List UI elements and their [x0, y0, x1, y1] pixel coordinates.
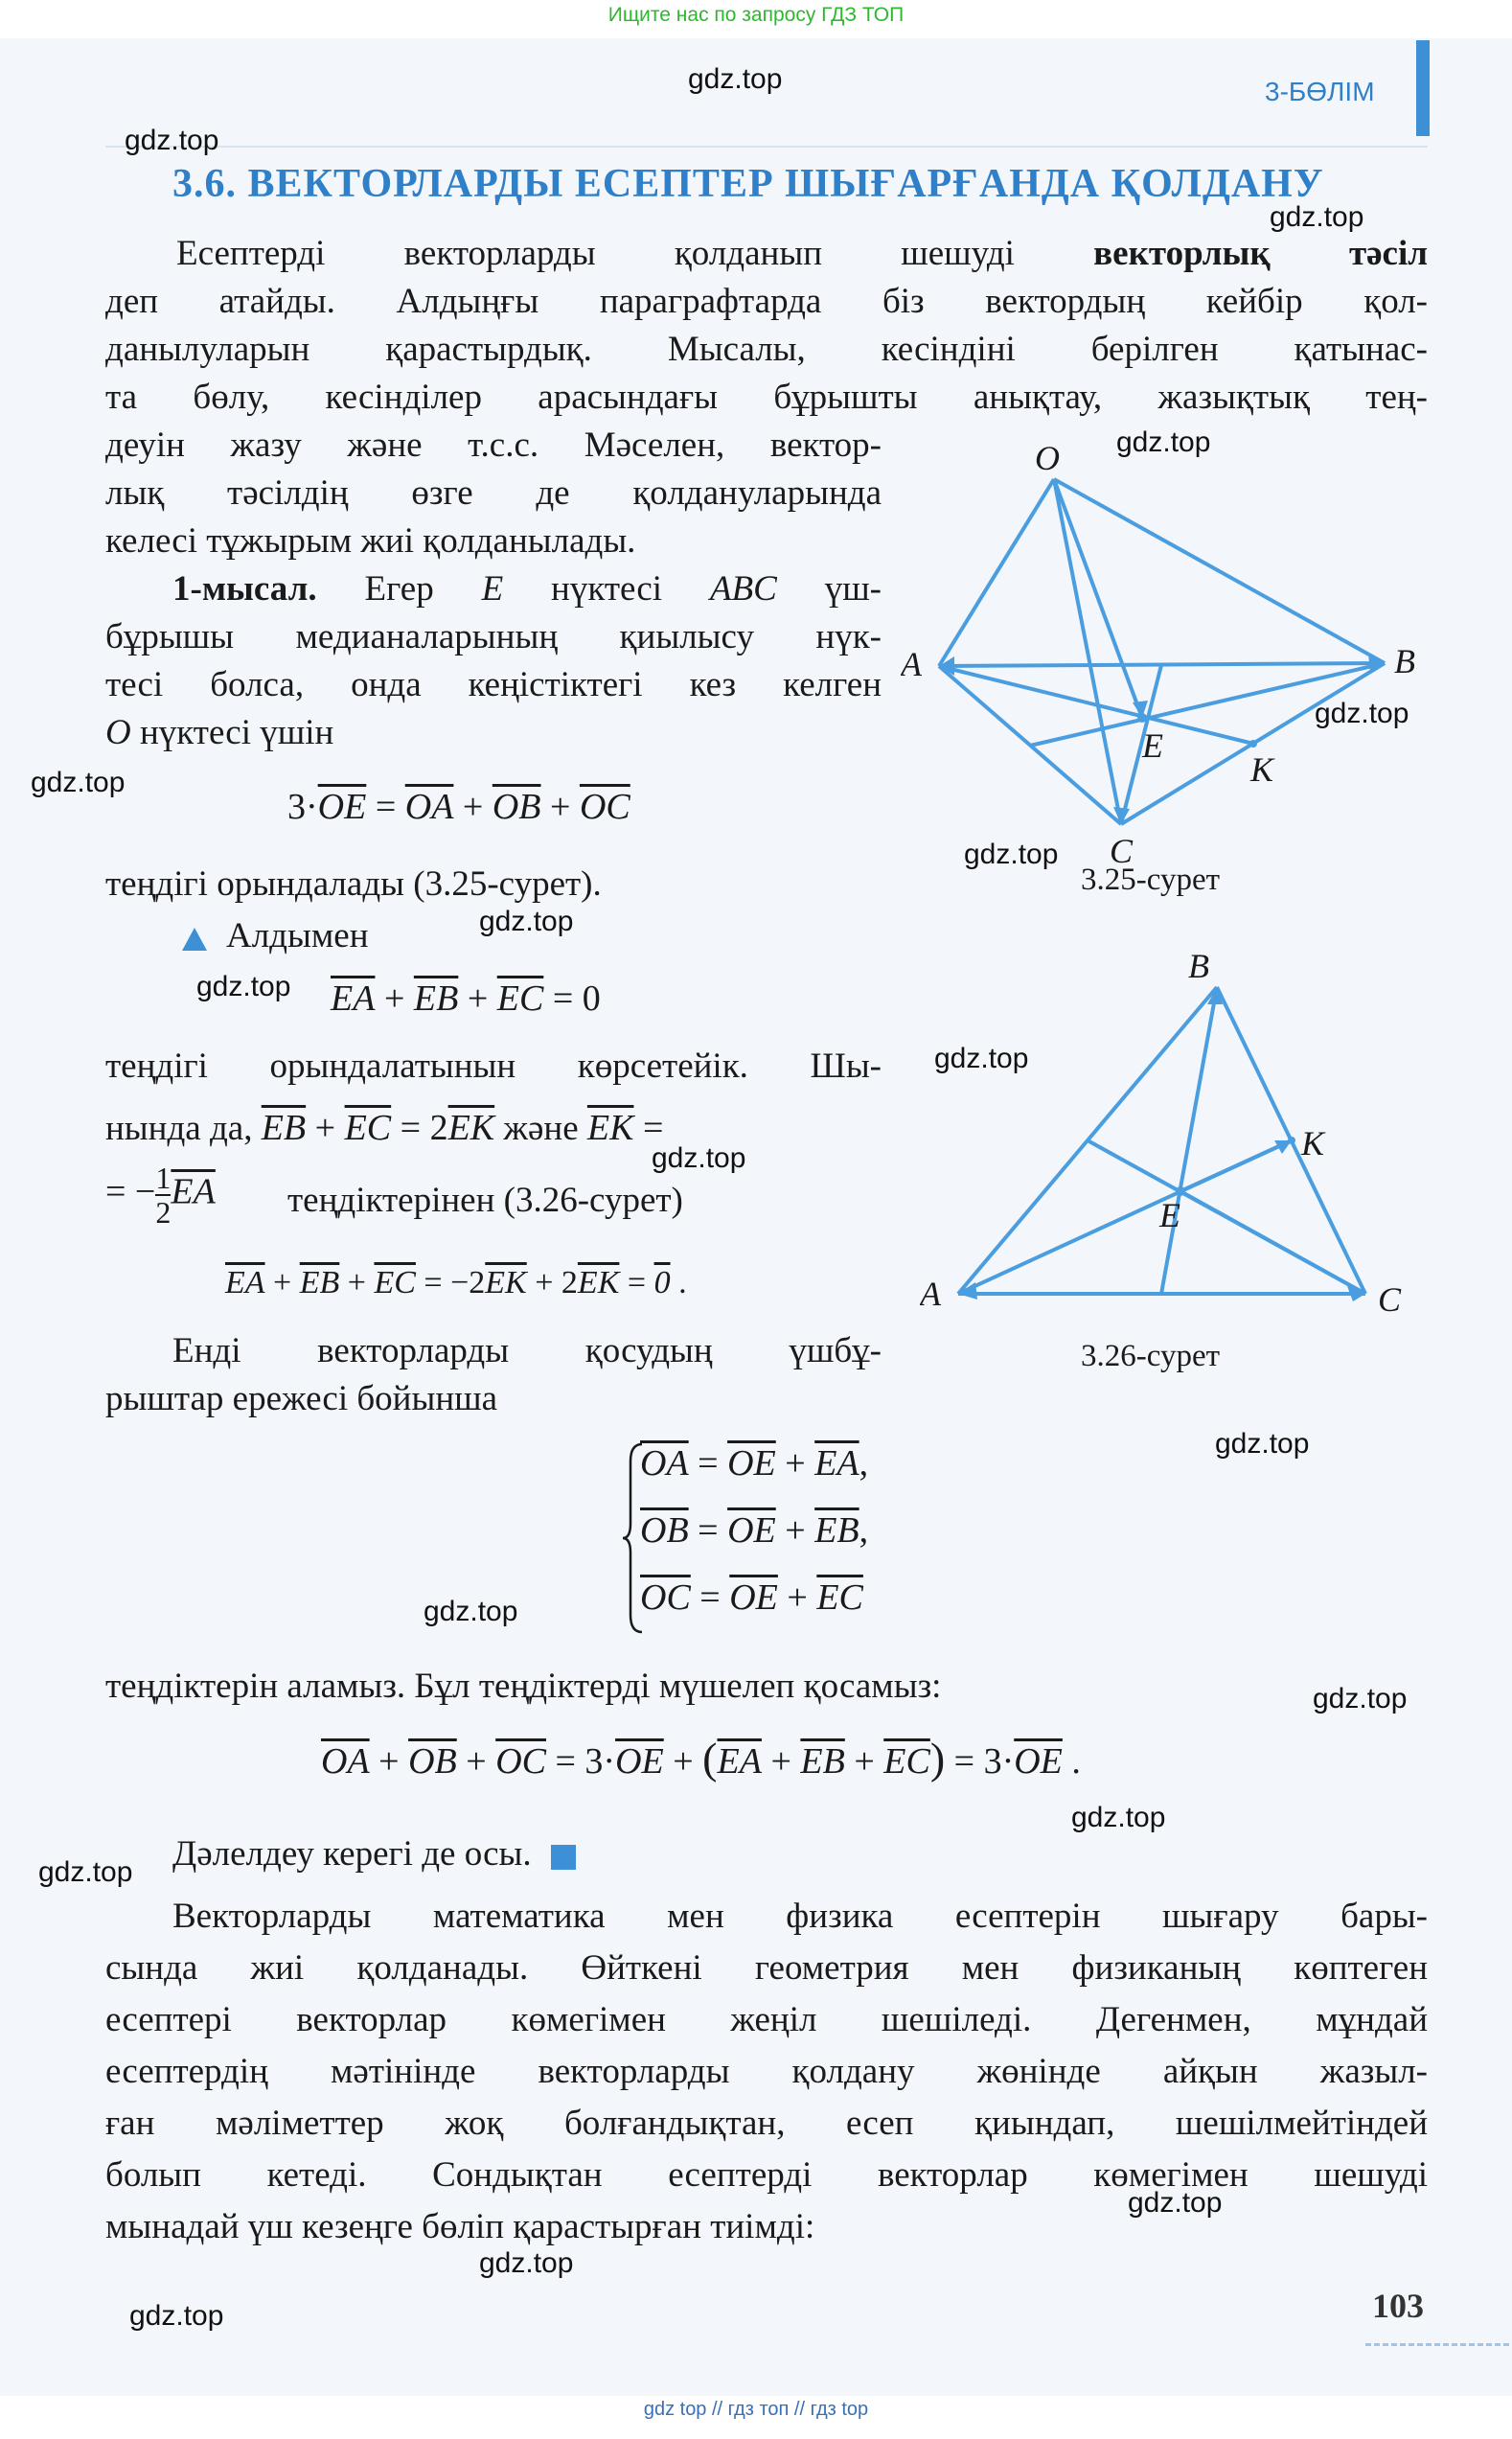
sum-zero-formula: $\overline{EA} + \overline{EB} + \overline{EC} = -2\overline{EK} + 2\overline{EK} = 0$ . — [225, 1265, 687, 1300]
watermark: gdz.top — [1313, 1683, 1408, 1714]
watermark: gdz.top — [1215, 1428, 1310, 1460]
closing-line-2: сында жиі қолданады. Өйткені геометрия мен физиканың көптеген — [105, 1948, 1428, 1988]
intro-text: Есептерді векторларды қолданып шешуді — [176, 234, 1094, 273]
fig1-label-a: A — [901, 645, 922, 683]
fig1-label-c: C — [1110, 832, 1134, 870]
closing-line-5: ған мәліметтер жоқ болғандықтан, есеп қиындап, шешілмейтіндей — [105, 2104, 1428, 2143]
example-line-2: бұрышы медианаларының қиылысу нүк- — [105, 617, 882, 656]
watermark: gdz.top — [31, 767, 126, 798]
intro-line-3: данылуларын қарастырдық. Мысалы, кесіндіні берілген қатынас- — [105, 330, 1428, 369]
fig1-label-e: E — [1142, 726, 1163, 765]
formula-holds-text: теңдігі орындалады (3.25-сурет). — [105, 864, 602, 904]
fig1-label-o: O — [1035, 439, 1060, 477]
page-number: 103 — [1372, 2287, 1424, 2325]
watermark: gdz.top — [125, 125, 219, 156]
fig1-label-b: B — [1394, 642, 1415, 680]
watermark: gdz.top — [129, 2300, 224, 2332]
example-line-1: 1-мысал. Егер E нүктесі ABC үш- — [172, 569, 882, 609]
watermark: gdz.top — [1116, 426, 1211, 458]
fig2-caption: 3.26-сурет — [1081, 1339, 1221, 1373]
example-line-3: тесі болса, онда кеңістіктегі кез келген — [105, 665, 882, 704]
watermark: gdz.top — [1315, 698, 1409, 729]
watermark: gdz.top — [934, 1043, 1029, 1074]
fig2-label-e: E — [1159, 1196, 1180, 1234]
system-eq-1: $\overline{OA} = \overline{OE} + \overline{EA}$, — [640, 1443, 869, 1484]
final-formula: $\overline{OA} + \overline{OB} + \overline{OC} = 3\cdot\overline{OE} + (\overline{EA} + \overline{EB} + \overline{EC}) = 3\cdot\overline{OE}$ . — [321, 1734, 1081, 1783]
watermark: gdz.top — [38, 1856, 133, 1888]
fig2-label-c: C — [1378, 1280, 1402, 1319]
watermark: gdz.top — [196, 971, 291, 1002]
header-divider — [105, 146, 1428, 148]
closing-line-3: есептері векторлар көмегімен жеңіл шешіледі. Дегенмен, мұндай — [105, 2000, 1428, 2039]
watermark: gdz.top — [964, 839, 1059, 870]
watermark: gdz.top — [1071, 1802, 1166, 1833]
footer-dash — [1365, 2343, 1509, 2346]
example-heading: 1-мысал. — [172, 569, 317, 609]
fig2-label-b: B — [1188, 949, 1209, 985]
closing-line-4: есептердің мәтінінде векторларды қолдану жөнінде айқын жазыл- — [105, 2052, 1428, 2091]
section-label: 3-БӨЛІМ — [1265, 77, 1375, 106]
watermark: gdz.top — [479, 2247, 574, 2279]
example-line-4: O нүктесі үшін — [105, 713, 334, 752]
fig1-label-k: K — [1250, 750, 1274, 789]
rule-line-2: рыштар ережесі бойынша — [105, 1379, 498, 1418]
main-formula: $3\cdot\overline{OE} = \overline{OA} + \overline{OB} + \overline{OC}$ — [287, 787, 630, 827]
top-banner[interactable]: Ищите нас по запросу ГДЗ ТОП — [607, 4, 905, 26]
since-line: нында да, $\overline{EB} + \overline{EC} = 2\overline{EK}$ және $\overline{EK}$ = — [105, 1108, 664, 1148]
triangle-marker-icon — [182, 928, 207, 951]
half-formula: = − $\frac{1}{2}$ $\overline{EA}$ — [105, 1161, 216, 1230]
fig2-label-a: A — [920, 1275, 941, 1313]
intro-line-1 — [172, 230, 1428, 278]
intro-line-4: та бөлу, кесінділер арасындағы бұрышты анықтау, жазықтық тең- — [105, 378, 1428, 417]
intro-line-6: лық тәсілдің өзге де қолдануларында — [105, 473, 882, 513]
closing-line-6: болып кетеді. Сондықтан есептерді векторлар көмегімен шешуді — [105, 2155, 1428, 2195]
watermark: gdz.top — [1128, 2187, 1223, 2219]
watermark: gdz.top — [652, 1142, 746, 1174]
closing-line-1: Векторларды математика мен физика есептерін шығару бары- — [172, 1897, 1428, 1936]
section-title: 3.6. ВЕКТОРЛАРДЫ ЕСЕПТЕР ШЫҒАРҒАНДА ҚОЛДАНУ — [172, 162, 1324, 206]
system-eq-2: $\overline{OB} = \overline{OE} + \overline{EB}$, — [640, 1510, 869, 1551]
system-eq-3: $\overline{OC} = \overline{OE} + \overline{EC}$ — [640, 1577, 863, 1618]
fig2-label-k: K — [1301, 1124, 1325, 1162]
watermark: gdz.top — [424, 1596, 518, 1627]
figure-3-25 — [901, 422, 1437, 891]
figure-3-26 — [920, 949, 1418, 1332]
watermark: gdz.top — [1270, 201, 1364, 233]
fig1-caption: 3.25-сурет — [1081, 863, 1221, 897]
first-step: Алдымен — [182, 912, 369, 960]
section-tag-bar — [1416, 40, 1430, 136]
intro-line-7: келесі тұжырым жиі қолданылады. — [105, 521, 636, 561]
from-text: теңдіктерінен (3.26-сурет) — [287, 1181, 683, 1220]
watermark: gdz.top — [479, 906, 574, 937]
zero-sum-formula: $\overline{EA} + \overline{EB} + \overline{EC} = 0$ — [331, 978, 601, 1019]
show-line: теңдігі орындалатынын көрсетейік. Шы- — [105, 1047, 882, 1086]
proof-end: Дәлелдеу керегі де осы. — [172, 1830, 576, 1878]
get-line: теңдіктерін аламыз. Бұл теңдіктерді мүшелеп қосамыз: — [105, 1667, 942, 1706]
rule-line-1: Енді векторларды қосудың үшбұ- — [172, 1331, 882, 1370]
intro-line-2: деп атайды. Алдыңғы параграфтарда біз вектордың кейбір қол- — [105, 282, 1428, 321]
watermark: gdz.top — [688, 63, 783, 95]
closing-line-7: мынадай үш кезеңге бөліп қарастырған тиімді: — [105, 2207, 815, 2246]
intro-term: векторлық тәсіл — [1093, 234, 1429, 273]
intro-line-5: деуін жазу және т.с.с. Мәселен, вектор- — [105, 426, 882, 465]
end-of-proof-icon — [551, 1845, 576, 1870]
bottom-banner[interactable]: gdz top // гдз топ // гдз top — [643, 2399, 869, 2420]
